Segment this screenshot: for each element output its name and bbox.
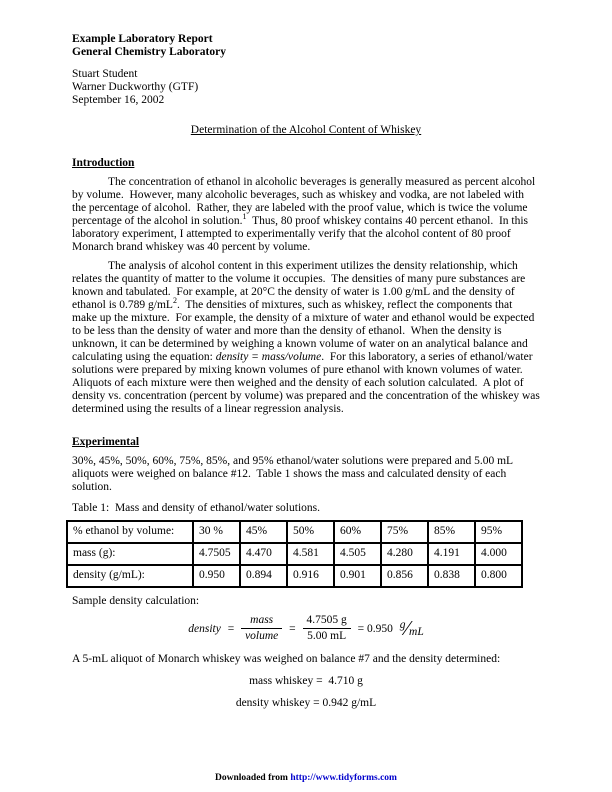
intro-p1-text-a: The concentration of ethanol in alcoholic beverages is generally measured as percent alcohol by volume. However, many alcoholic beverages, such as whiskey and vodka, are not labeled with the percentage of alcohol. Rather, they are labeled with the proof value, which is twice the volume percentage of the alcohol in solution.	[72, 176, 539, 227]
table-cell: 0.901	[334, 565, 381, 587]
table-row-density	[67, 565, 522, 587]
table-cell: 4.581	[287, 543, 334, 565]
table-cell: 30 %	[193, 521, 240, 543]
report-date: September 16, 2002	[72, 94, 165, 106]
table-cell: 45%	[240, 521, 287, 543]
table-cell: 50%	[287, 521, 334, 543]
density-whiskey-line: density whiskey = 0.942 g/mL	[235, 697, 377, 709]
table-cell: 4.7505	[193, 543, 240, 565]
footnote-ref-1: 1	[242, 212, 247, 222]
table-cell: 4.280	[381, 543, 428, 565]
table-cell: 85%	[428, 521, 475, 543]
density-equation	[72, 615, 540, 644]
table-cell: density (g/mL):	[67, 565, 193, 587]
footnote-ref-2: 2	[172, 296, 177, 306]
mass-whiskey-line: mass whiskey = 4.710 g	[249, 675, 363, 687]
experimental-paragraph: 30%, 45%, 50%, 60%, 75%, 85%, and 95% ethanol/water solutions were prepared and 5.00 mL aliquots were weighed on balance #12. Table 1 shows the mass and calculated density of each solution.	[72, 455, 516, 493]
fraction-denominator: volume	[245, 630, 279, 642]
report-header-line1: Example Laboratory Report	[72, 33, 213, 45]
equation-result: = 0.950	[357, 623, 393, 635]
table-cell: mass (g):	[67, 543, 193, 565]
table-cell: 75%	[381, 521, 428, 543]
author-block	[72, 68, 540, 107]
author-name: Stuart Student	[72, 68, 138, 80]
table-cell: % ethanol by volume:	[67, 521, 193, 543]
table-cell: 0.894	[240, 565, 287, 587]
equation-fraction-symbolic	[241, 614, 282, 643]
unit-denominator: mL	[409, 626, 424, 638]
sample-calc-label: Sample density calculation:	[72, 595, 200, 607]
table-cell: 0.838	[428, 565, 475, 587]
equation-fraction-numeric	[303, 614, 351, 643]
table1-density-data	[66, 520, 523, 588]
fraction-numerator: 4.7505 g	[303, 614, 351, 629]
equation-equals-1: =	[227, 623, 235, 635]
report-header	[72, 33, 540, 59]
table-cell: 0.950	[193, 565, 240, 587]
footer-prefix: Downloaded from	[215, 773, 291, 783]
intro-p2-equation-inline: density = mass/volume	[215, 351, 322, 363]
equation-result-unit	[399, 616, 424, 641]
instructor-name: Warner Duckworthy (GTF)	[72, 81, 199, 93]
fraction-slash: ⁄	[405, 616, 410, 641]
equation-lhs: density	[188, 623, 221, 635]
report-header-line2: General Chemistry Laboratory	[72, 46, 226, 58]
intro-p2-text-c: . For this laboratory, a series of ethanol/water solutions were prepared by mixing known volumes of pure ethanol with known volumes of water. Aliquots of each mixture were then weighed and the density of each solution calculated. A plot of density vs. concentration (percent by volume) was prepared and the concentration of the whiskey was determined using the results of a linear regression analysis.	[72, 351, 543, 415]
intro-p2-text-a: The analysis of alcohol content in this experiment utilizes the density relationship, which relates the quantity of matter to the volume it occupies. The densities of many pure substances are known and tabulated. For example, at 20°C the density of water is 1.00 g/mL and the density of ethanol is 0.789 g/mL	[72, 260, 529, 311]
equation-equals-2: =	[289, 623, 296, 635]
table-cell: 4.000	[475, 543, 522, 565]
table-cell: 95%	[475, 521, 522, 543]
table-cell: 60%	[334, 521, 381, 543]
intro-p1-text-b: Thus, 80 proof whiskey contains 40 percent ethanol. In this laboratory experiment, I attempted to experimentally verify that the alcohol content of 80 proof Monarch brand whiskey was 40 percent by volume.	[72, 215, 531, 253]
page-footer	[0, 772, 612, 785]
introduction-paragraph-1	[72, 176, 540, 254]
table-cell: 0.856	[381, 565, 428, 587]
intro-p2-text-b: . The densities of mixtures, such as whiskey, reflect the components that make up the mixture. For example, the density of a mixture of water and ethanol would be expected to be less than the density of water and more than the density of ethanol. When the density is unknown, it can be determined by weighing a known volume of water on an analytical balance and calculating using the equation:	[72, 299, 538, 363]
table1-caption: Table 1: Mass and density of ethanol/water solutions.	[72, 502, 320, 514]
unit-numerator: g	[399, 619, 406, 631]
fraction-denominator: 5.00 mL	[307, 630, 347, 642]
table-cell: 4.505	[334, 543, 381, 565]
table-row-mass	[67, 543, 522, 565]
document-title: Determination of the Alcohol Content of Whiskey	[190, 124, 422, 136]
introduction-paragraph-2	[72, 260, 543, 416]
table-cell: 4.470	[240, 543, 287, 565]
table-cell: 0.800	[475, 565, 522, 587]
introduction-heading: Introduction	[72, 157, 135, 169]
table-cell: 0.916	[287, 565, 334, 587]
footer-link[interactable]: http://www.tidyforms.com	[290, 773, 397, 783]
table-cell: 4.191	[428, 543, 475, 565]
table-row-percent	[67, 521, 522, 543]
fraction-numerator: mass	[241, 614, 282, 629]
experimental-heading: Experimental	[72, 436, 140, 448]
whiskey-aliquot-line: A 5-mL aliquot of Monarch whiskey was weighed on balance #7 and the density determined:	[72, 653, 501, 665]
